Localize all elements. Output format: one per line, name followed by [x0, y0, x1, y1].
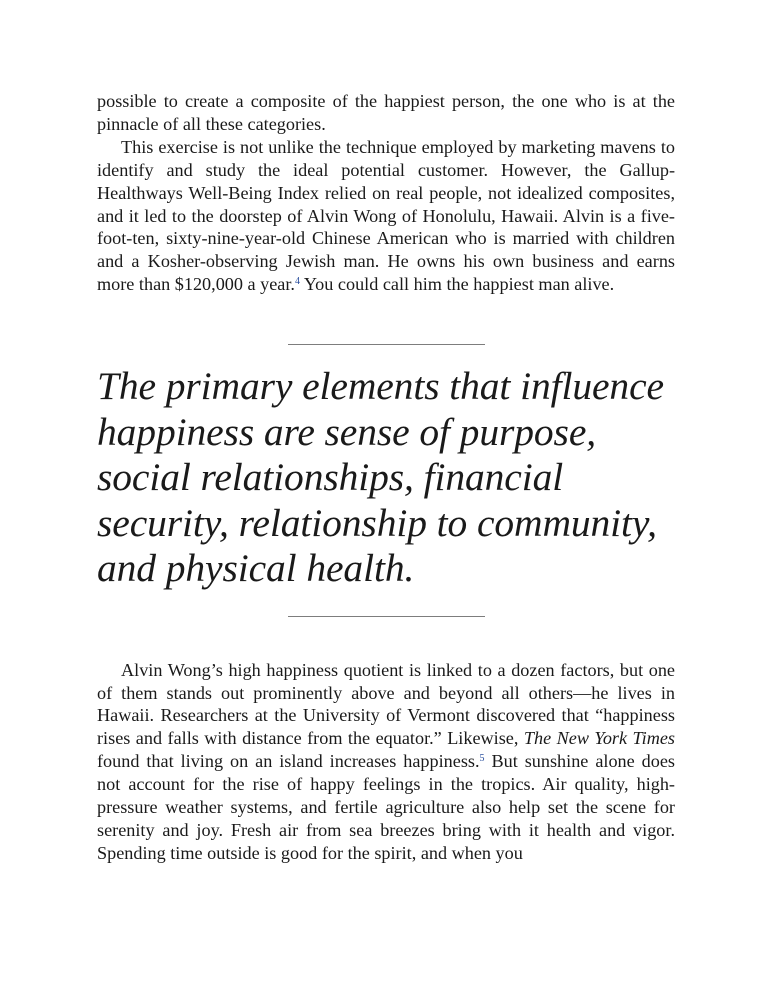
footnote-marker-5[interactable]: 5	[479, 753, 485, 765]
pull-quote: The primary elements that influence happiness are sense of purpose, social relationships, financial security, relationship to community, and physical health.	[97, 364, 664, 591]
page-body	[97, 90, 675, 865]
paragraph-3-text-3: But sunshine alone does not account for the rise of happy feelings in the tropics. Air quality, high-pressure weather systems, and fertile agriculture also help set the scene for serenity and joy. Fresh air from sea breezes bring with it health and vigor. Spending time outside is good for the spirit, and when you	[97, 751, 675, 863]
intro-paragraph-text: possible to create a composite of the happiest person, the one who is at the pinnacle of all these categories.	[97, 91, 675, 134]
paragraph-3-text-2: found that living on an island increases happiness.	[97, 751, 480, 772]
footnote-marker-4[interactable]: 4	[294, 276, 300, 288]
pull-quote-top-rule	[288, 344, 485, 345]
pull-quote-bottom-rule	[288, 616, 485, 617]
paragraph-2-text-after: You could call him the happiest man alive.	[299, 274, 615, 295]
publication-title: The New York Times	[523, 728, 675, 749]
paragraph-3-text-1: Alvin Wong’s high happiness quotient is linked to a dozen factors, but one of them stands out prominently above and beyond all others—he lives in Hawaii. Researchers at the University of Vermont discovered that “happiness rises and falls with distance from the equator.” Likewise,	[97, 659, 675, 749]
paragraph-2	[97, 136, 675, 296]
intro-paragraph	[97, 90, 675, 136]
paragraph-2-text: This exercise is not unlike the technique employed by marketing mavens to identify and study the ideal potential customer. However, the Gallup-Healthways Well-Being Index relied on real people, not idealized composites, and it led to the doorstep of Alvin Wong of Honolulu, Hawaii. Alvin is a five-foot-ten, sixty-nine-year-old Chinese American who is married with children and a Kosher-observing Jewish man. He owns his own business and earns more than $120,000 a year.	[97, 136, 675, 295]
paragraph-3	[97, 659, 675, 865]
